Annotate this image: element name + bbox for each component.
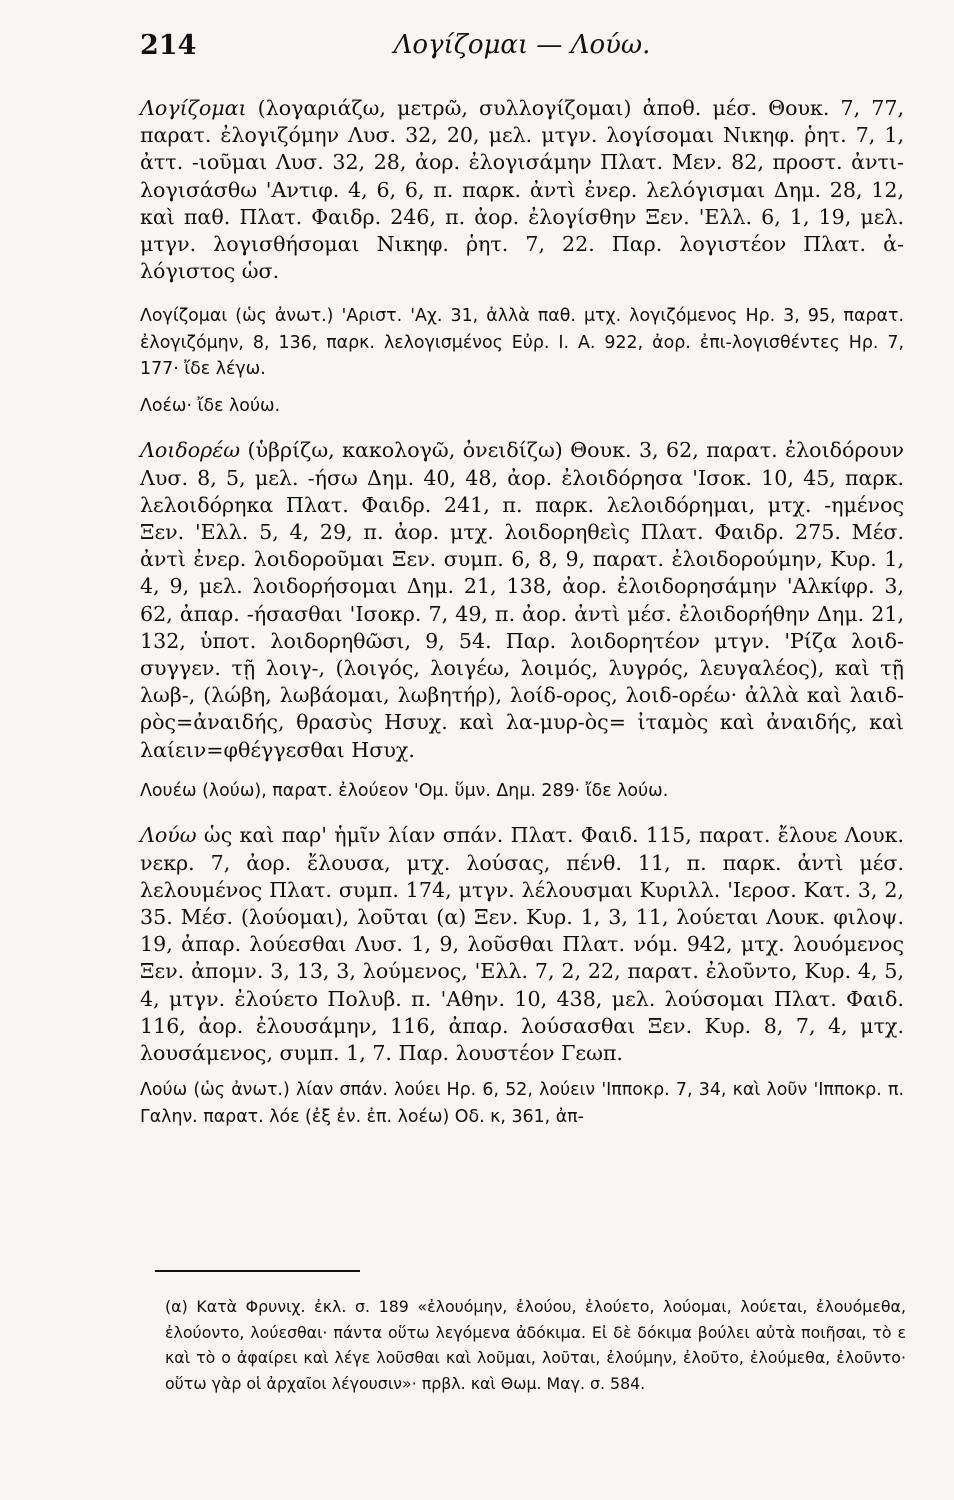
entry-text: (ὑβρίζω, κακολογῶ, ὀνειδίζω) Θουκ. 3, 62, παρατ. ἐλοιδόρουν Λυσ. 8, 5, μελ. -ήσω Δημ. 40, 48, ἀορ. ἐλοιδόρησα 'Ισοκ. 10, 45, παρκ. λελοιδόρηκα Πλατ. Φαιδρ. 241, π. παρκ. λελοιδόρημαι, μτχ. -ημένος Ξεν. 'Ελλ. 5, 4, 29, π. ἀορ. μτχ. λοιδορηθεὶς Πλατ. Φαιδρ. 275. Μέσ. ἀντὶ ἐνερ. λοιδοροῦμαι Ξεν. συμπ. 6, 8, 9, παρατ. ἐλοιδορούμην, Κυρ. 1, 4, 9, μελ. λοιδορήσομαι Δημ. 21, 138, ἀορ. ἐλοιδορησάμην 'Αλκίφρ. 3, 62, ἀπαρ. -ήσασθαι 'Ισοκρ. 7, 49, π. ἀορ. ἀντὶ μέσ. ἐλοιδορήθην Δημ. 21, 132, ὑποτ. λοιδορηθῶσι, 9, 54. Παρ. λοιδορητέον μτγν. 'Ρίζα λοιδ- συγγεν. τῇ λοιγ-, (λοιγός, λοιγέω, λοιμός, λυγρός, λευγαλέος), καὶ τῇ λωβ-, (λώβη, λωβάομαι, λωβητήρ), λοίδ-ορος, λοιδ-ορέω· ἀλλὰ καὶ λαιδ-ρὸς=ἀναιδής, θρασὺς Ησυχ. καὶ λα-μυρ-ὸς= ἰταμὸς καὶ ἀναιδής, καὶ λαίειν=φθέγγεσθαι Ησυχ. — [140, 438, 904, 762]
entry-loeo — [140, 393, 904, 420]
entry-lemma: Λογίζομαι — [140, 96, 247, 120]
footnote-rule — [155, 1270, 360, 1272]
entry-text: (λογαριάζω, μετρῶ, συλλογίζομαι) ἀποθ. μέσ. Θουκ. 7, 77, παρατ. ἐλογιζόμην Λυσ. 32, 20, μελ. μτγν. λογίσομαι Νικηφ. ῥητ. 7, 1, ἀττ. -ιοῦμαι Λυσ. 32, 28, ἀορ. ἐλογισάμην Πλατ. Μεν. 82, προστ. ἀντι-λογισάσθω 'Αντιφ. 4, 6, 6, π. παρκ. ἀντὶ ἐνερ. λελόγισμαι Δημ. 28, 12, καὶ παθ. Πλατ. Φαιδρ. 246, π. ἀορ. ἐλογίσθην Ξεν. 'Ελλ. 6, 1, 19, μελ. μτγν. λογισθήσομαι Νικηφ. ῥητ. 7, 22. Παρ. λογιστέον Πλατ. ἀ-λόγιστος ὡσ. — [140, 96, 904, 284]
entry-logizomai — [140, 95, 904, 285]
entry-loueo — [140, 778, 904, 805]
entry-louo-2 — [140, 1077, 904, 1130]
running-head: Λογίζομαι — Λούω. — [393, 30, 651, 60]
entry-text: Λογίζομαι (ὡς ἀνωτ.) 'Αριστ. 'Αχ. 31, ἀλλὰ παθ. μτχ. λογιζόμενος Ηρ. 3, 95, παρατ. ἐλογιζόμην, 8, 136, παρκ. λελογισμένος Εὐρ. Ι. Α. 922, ἀορ. ἐπι-λογισθέντες Ηρ. 7, 177· ἴδε λέγω. — [140, 306, 904, 380]
page-number: 214 — [140, 30, 197, 61]
page-header — [140, 30, 904, 70]
entry-text: ὡς καὶ παρ' ἡμῖν λίαν σπάν. Πλατ. Φαιδ. 115, παρατ. ἔλουε Λουκ. νεκρ. 7, ἀορ. ἔλουσα, μτχ. λούσας, πένθ. 11, π. παρκ. ἀντὶ μέσ. λελουμένος Πλατ. συμπ. 174, μτγν. λέλουσμαι Κυριλλ. 'Ιεροσ. Κατ. 3, 2, 35. Μέσ. (λούομαι), λοῦται (α) Ξεν. Κυρ. 1, 3, 11, λούεται Λουκ. φιλοψ. 19, ἀπαρ. λούεσθαι Λυσ. 1, 9, λοῦσθαι Πλατ. νόμ. 942, μτχ. λουόμενος Ξεν. ἀπομν. 3, 13, 3, λούμενος, 'Ελλ. 7, 2, 22, παρατ. ἐλοῦντο, Κυρ. 4, 5, 4, μτγν. ἐλούετο Πολυβ. π. 'Αθην. 10, 438, μελ. λούσομαι Πλατ. Φαιδ. 116, ἀορ. ἐλουσάμην, 116, ἀπαρ. λούσασθαι Ξεν. Κυρ. 8, 7, 4, μτχ. λουσάμενος, συμπ. 1, 7. Παρ. λουστέον Γεωπ. — [140, 823, 904, 1065]
entry-lemma: Λούω — [140, 823, 197, 848]
footnote: (α) Κατὰ Φρυνιχ. ἐκλ. σ. 189 «ἐλουόμην, ἐλούου, ἐλούετο, λούομαι, λούεται, ἐλουόμεθα, ἐλούοντο, λούεσθαι· πάντα οὕτω λεγόμενα ἀδόκιμα. Εἰ δὲ δόκιμα βούλει αὐτὰ ποιῆσαι, τὸ ε καὶ τὸ ο ἀφαίρει καὶ λέγε λοῦσθαι καὶ λοῦμαι, λοῦται, ἐλούμην, ἐλοῦτο, ἐλούμεθα, ἐλοῦντο· οὕτω γὰρ οἱ ἀρχαῖοι λέγουσιν»· πρβλ. καὶ Θωμ. Μαγ. σ. 584. — [165, 1297, 906, 1393]
page-body — [140, 95, 904, 1130]
entry-louo — [140, 822, 904, 1067]
entry-lemma: Λοιδορέω — [140, 438, 241, 463]
entry-text: Λοέω· ἴδε λούω. — [140, 395, 281, 416]
entry-loidoreo — [140, 437, 904, 763]
entry-text: Λούω (ὡς ἀνωτ.) λίαν σπάν. λούει Ηρ. 6, 52, λούειν 'Ιπποκρ. 7, 34, καὶ λοῦν 'Ιπποκρ. π. Γαλην. παρατ. λόε (ἐξ ἐν. ἐπ. λοέω) Οδ. κ, 361, ἀπ- — [140, 1080, 904, 1127]
entry-text: Λουέω (λούω), παρατ. ἐλούεον 'Ομ. ὕμν. Δημ. 289· ἴδε λούω. — [140, 780, 669, 801]
entry-logizomai-2 — [140, 303, 904, 383]
